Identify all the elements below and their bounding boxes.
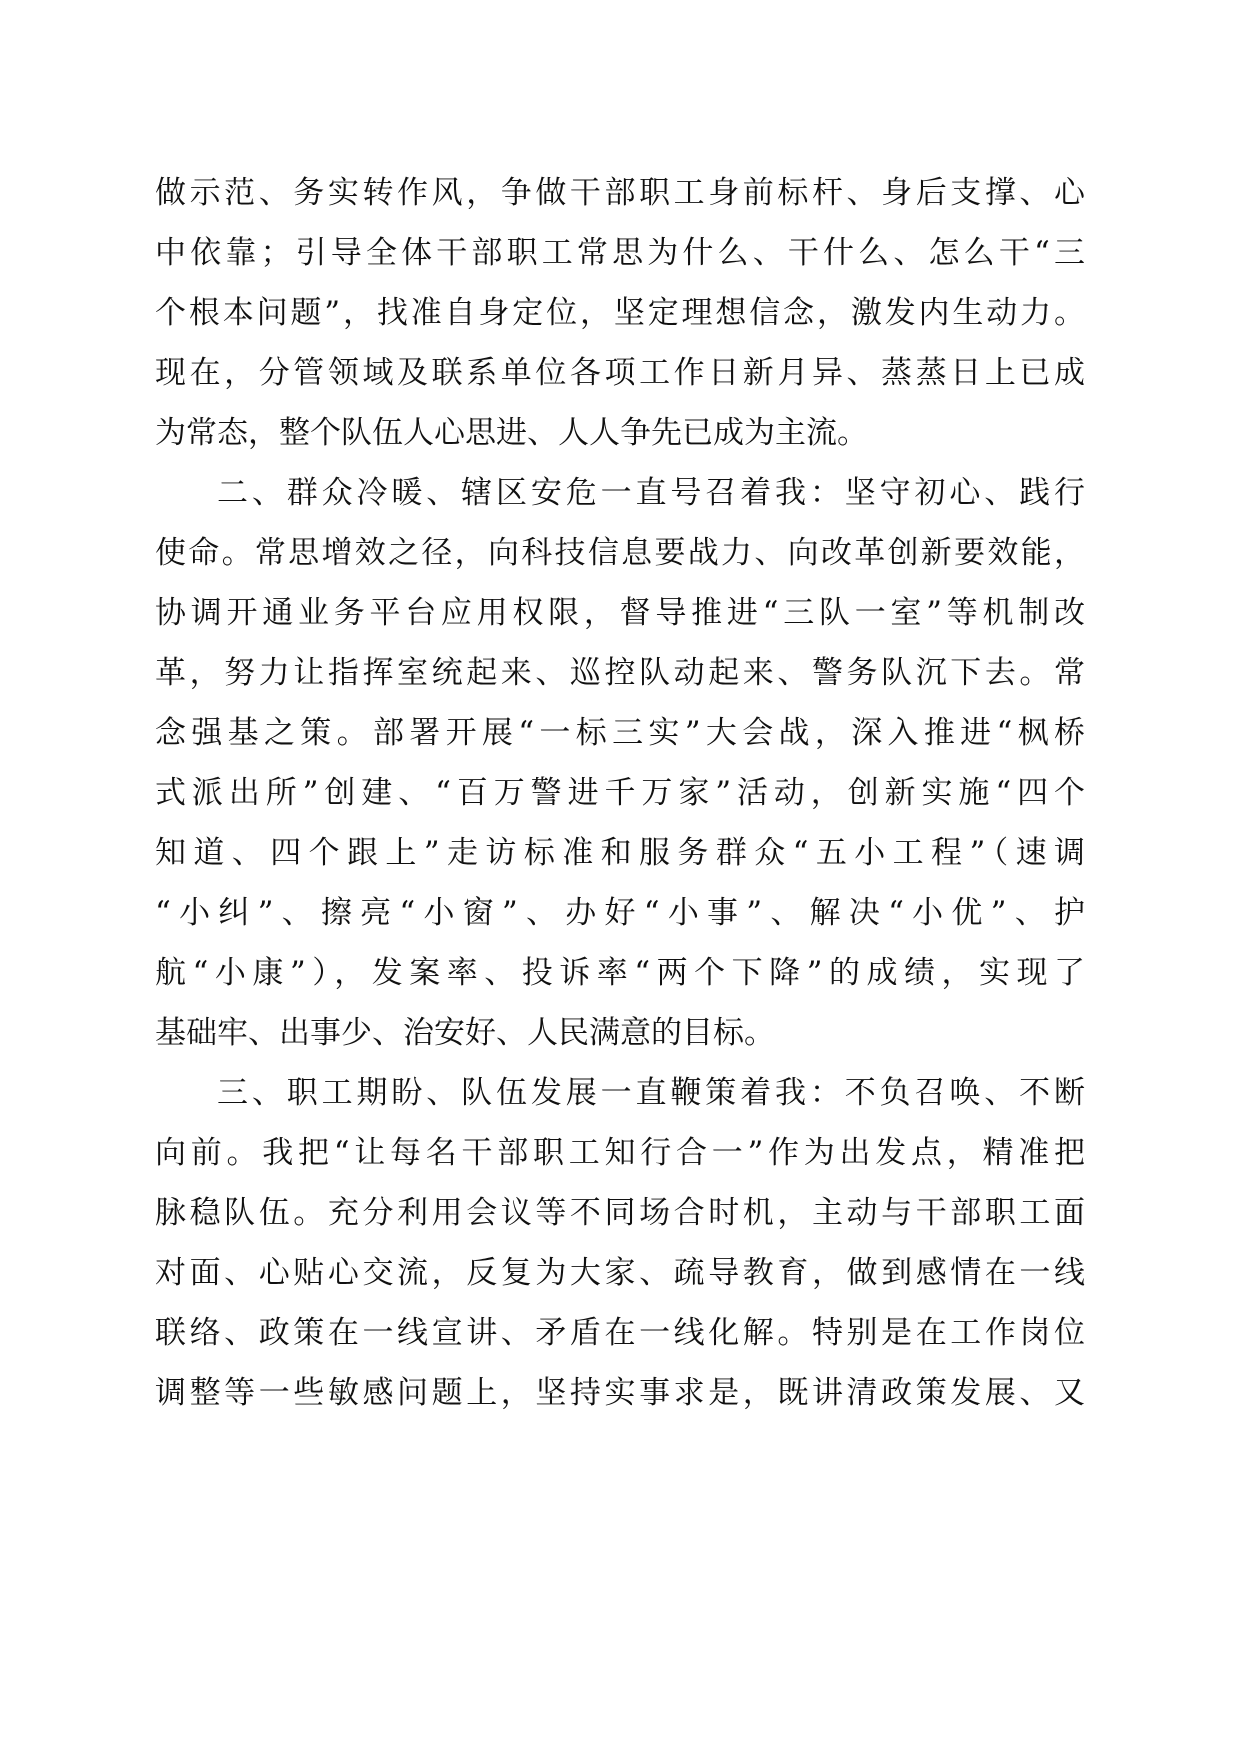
text-line: 脉稳队伍。充分利用会议等不同场合时机，主动与干部职工面 <box>155 1195 1085 1231</box>
text-line: 念强基之策。部署开展“一标三实”大会战，深入推进“枫桥 <box>155 715 1085 751</box>
text-line: 式派出所”创建、“百万警进千万家”活动，创新实施“四个 <box>155 775 1085 811</box>
text-line: 向前。我把“让每名干部职工知行合一”作为出发点，精准把 <box>155 1135 1085 1171</box>
text-line: 基础牢、出事少、治安好、人民满意的目标。 <box>155 1015 775 1051</box>
text-line: 革，努力让指挥室统起来、巡控队动起来、警务队沉下去。常 <box>155 655 1085 691</box>
text-line: 做示范、务实转作风，争做干部职工身前标杆、身后支撑、心 <box>155 175 1085 211</box>
text-line: 调整等一些敏感问题上，坚持实事求是，既讲清政策发展、又 <box>155 1375 1085 1411</box>
text-line: 为常态，整个队伍人心思进、人人争先已成为主流。 <box>155 415 868 451</box>
section-heading-line: 三、职工期盼、队伍发展一直鞭策着我：不负召唤、不断 <box>217 1075 1085 1111</box>
text-line: 中依靠；引导全体干部职工常思为什么、干什么、怎么干“三 <box>155 235 1085 271</box>
text-line: 知道、四个跟上”走访标准和服务群众“五小工程”（速调 <box>155 835 1085 871</box>
text-line: 航“小康”），发案率、投诉率“两个下降”的成绩，实现了 <box>155 955 1085 991</box>
text-line: 对面、心贴心交流，反复为大家、疏导教育，做到感情在一线 <box>155 1255 1085 1291</box>
text-line: 现在，分管领域及联系单位各项工作日新月异、蒸蒸日上已成 <box>155 355 1085 391</box>
text-line: 联络、政策在一线宣讲、矛盾在一线化解。特别是在工作岗位 <box>155 1315 1085 1351</box>
text-line: 使命。常思增效之径，向科技信息要战力、向改革创新要效能， <box>155 535 1085 571</box>
text-line: 个根本问题”，找准自身定位，坚定理想信念，激发内生动力。 <box>155 295 1085 331</box>
section-heading-line: 二、群众冷暖、辖区安危一直号召着我：坚守初心、践行 <box>217 475 1085 511</box>
text-line: 协调开通业务平台应用权限，督导推进“三队一室”等机制改 <box>155 595 1085 631</box>
text-line: “小纠”、擦亮“小窗”、办好“小事”、解决“小优”、护 <box>155 895 1085 931</box>
